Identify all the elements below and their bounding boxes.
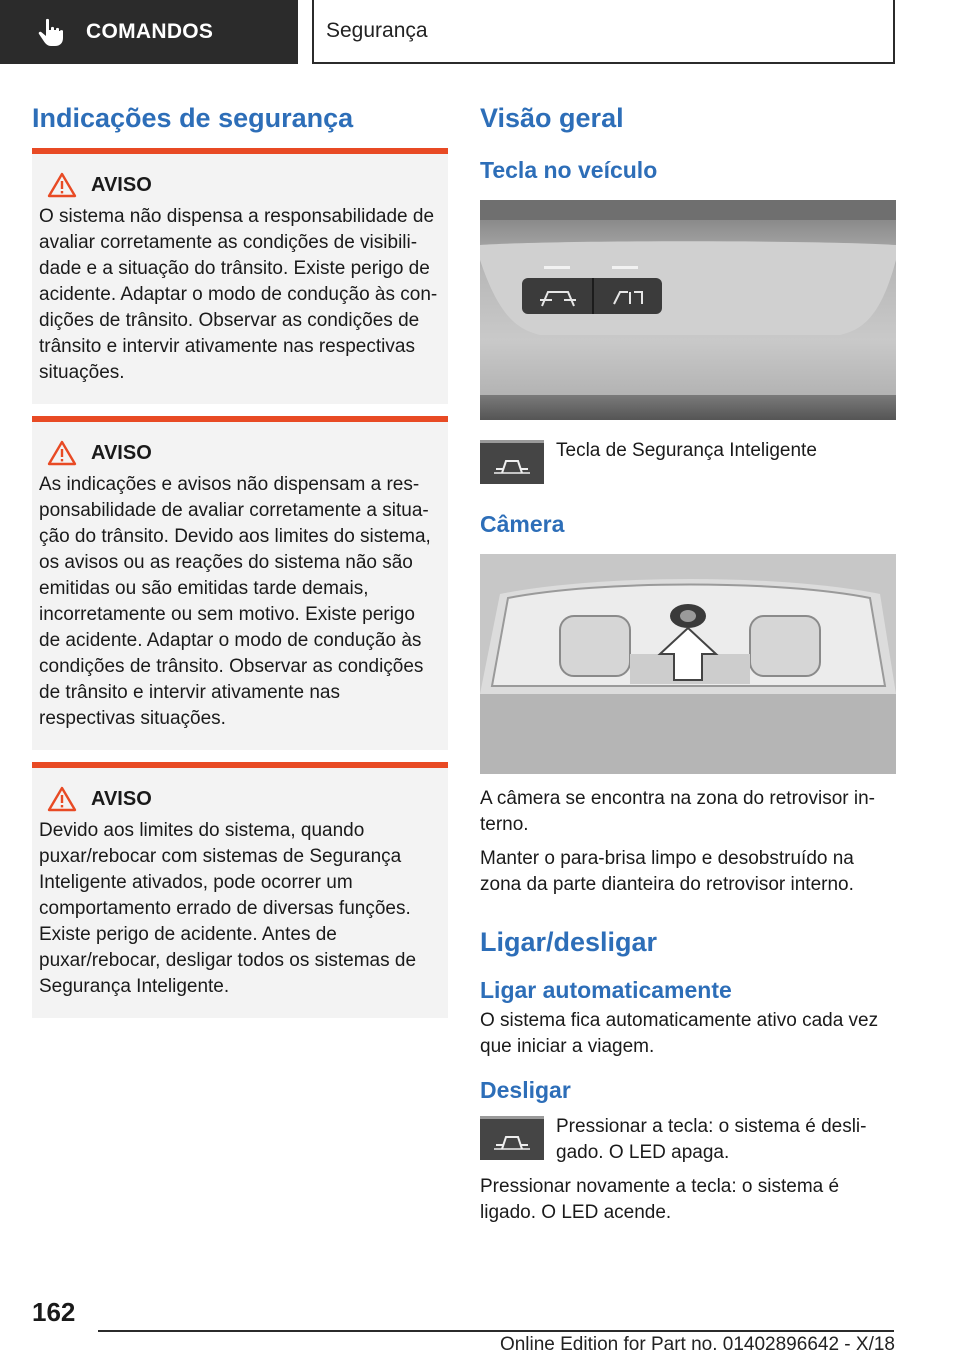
warning-triangle-icon [47,440,77,466]
key-subheading: Tecla no veículo [480,157,658,183]
warning-header [39,440,438,466]
warning-box [32,148,448,404]
left-column [32,100,448,1018]
off-subheading: Desligar [480,1077,571,1103]
warning-box [32,416,448,750]
warning-label: AVISO [91,787,152,810]
auto-on-text: O sistema fica automaticamente ativo cada vez que iniciar a viagem. [480,1010,879,1057]
chapter-label: COMANDOS [86,20,214,43]
warning-text: As indicações e avisos não dispensam a responsabilidade de avaliar corretamente a situação do trânsito. Devido aos limites do sistema, os avisos ou as reações do sistema não são emitidas ou são emitidas tarde demais, incorretamente ou sem motivo. Existe perigo de acidente. Adaptar o modo de condução às condições de trânsito. Observar as condições de trânsito e intervir ativamente nas respectivas situações. [39,474,431,729]
off-row [480,1114,896,1166]
button-panel-image [480,200,896,420]
overview-heading: Visão geral [480,103,624,133]
auto-on-subheading: Ligar automaticamente [480,977,732,1003]
page-number: 162 [32,1297,76,1327]
warning-triangle-icon [47,172,77,198]
warning-label: AVISO [91,173,152,196]
off-text: Pressionar a tecla: o sistema é desligado. O LED apaga. [556,1116,867,1163]
footer-rule [98,1330,894,1332]
page-section-title [312,0,895,64]
warning-text: Devido aos limites do sistema, quando puxar/rebocar com sistemas de Segurança Inteligente ativados, pode ocorrer um comportamento errado de diversas funções. Existe perigo de acidente. Antes de puxar/rebocar, desligar todos os sistemas de Segurança Inteligente. [39,820,417,997]
camera-location-text: A câmera se encontra na zona do retrovisor interno. [480,788,875,835]
onoff-heading: Ligar/desligar [480,927,658,957]
hand-pointer-icon [36,17,66,47]
key-caption: Tecla de Segurança Inteligente [556,440,817,461]
safety-button-icon [480,1116,544,1160]
safety-button-icon [480,440,544,484]
on-again-text: Pressionar novamente a tecla: o sistema é ligado. O LED acende. [480,1176,840,1223]
chapter-tab[interactable] [0,0,298,64]
edition-footer: Online Edition for Part no. 01402896642 - X/18 [499,1334,895,1355]
camera-image [480,554,896,774]
warning-header [39,172,438,198]
key-caption-row [480,438,896,484]
warning-box [32,762,448,1018]
section-title-text: Segurança [326,19,428,42]
camera-subheading: Câmera [480,511,565,537]
warning-header [39,786,438,812]
warning-text: O sistema não dispensa a responsabilidade de avaliar corretamente as condições de visibilidade e a situação do trânsito. Existe perigo de acidente. Adaptar o modo de condução às condições de trânsito. Observar as condições de trânsito e intervir ativamente nas respectivas situações. [39,206,438,383]
warning-label: AVISO [91,441,152,464]
button-panel-photo [480,200,896,420]
warning-triangle-icon [47,786,77,812]
right-column [480,100,896,1226]
camera-clean-text: Manter o para-brisa limpo e desobstruído na zona da parte dianteira do retrovisor interno. [480,848,854,895]
safety-heading: Indicações de segurança [32,103,354,133]
camera-photo [480,554,896,774]
